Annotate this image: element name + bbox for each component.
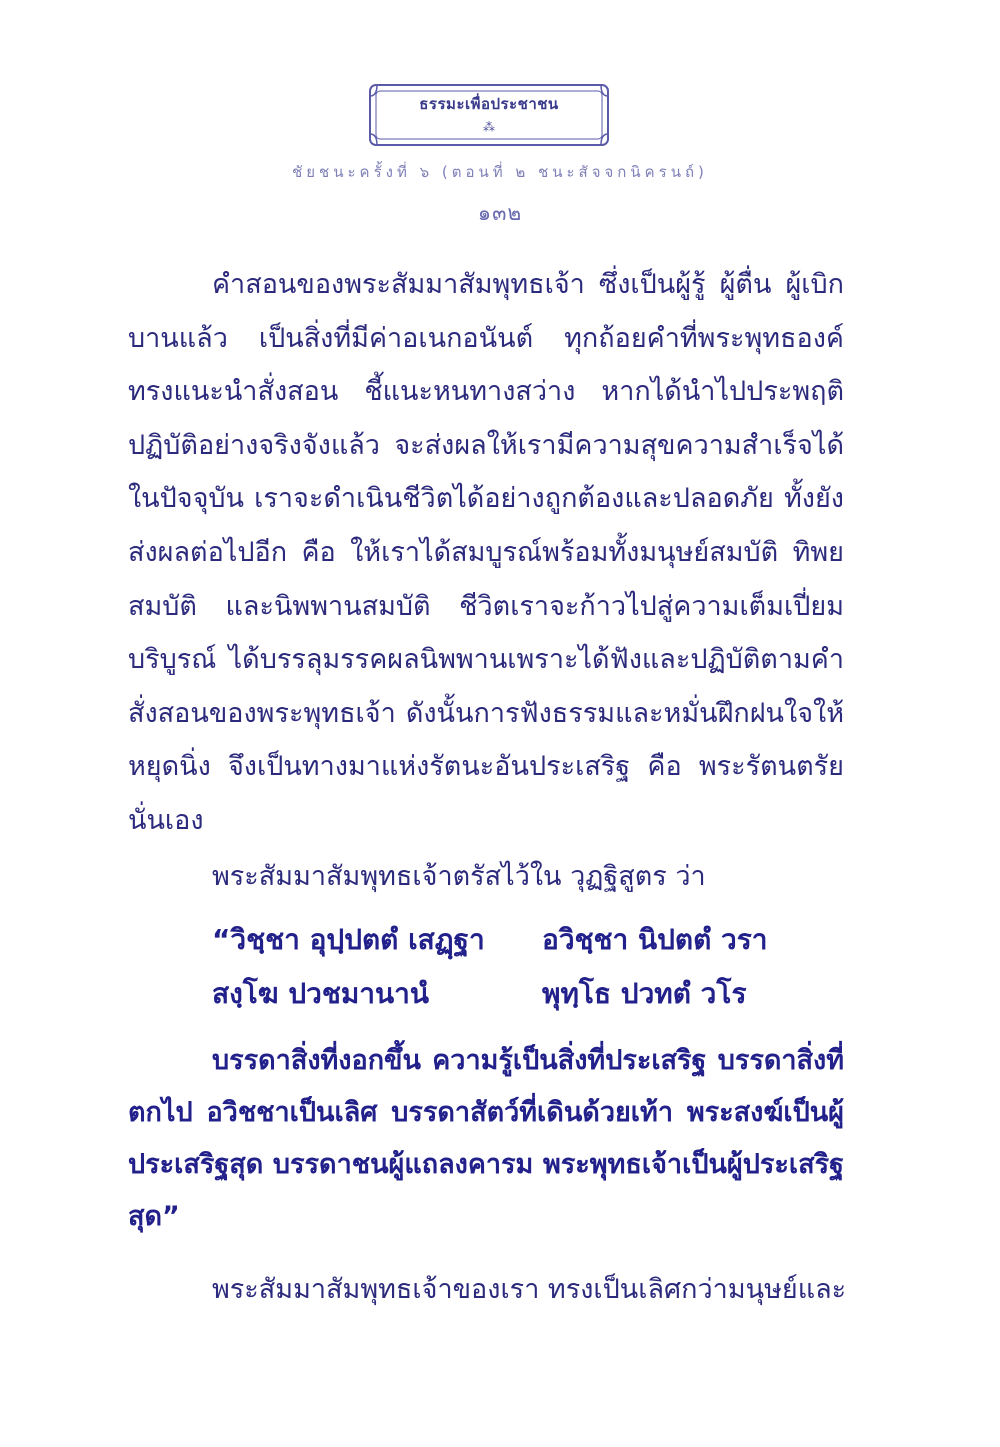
verse-line-1-right: อวิชฺชา นิปตตํ วรา: [542, 923, 768, 956]
verse-line-2-right: พุทฺโธ ปวทตํ วโร: [542, 977, 747, 1010]
verse-line-1-left: “วิชฺชา อุปฺปตตํ เสฏฺฐา: [212, 923, 485, 956]
page-number: ๑๓๒: [477, 201, 523, 225]
quote-intro: พระสัมมาสัมพุทธเจ้าตรัสไว้ใน วุฏฐิสูตร ว่า: [212, 861, 706, 892]
closing-sentence: พระสัมมาสัมพุทธเจ้าของเรา ทรงเป็นเลิศกว่ามนุษย์และ: [212, 1274, 847, 1305]
verse-translation: บรรดาสิ่งที่งอกขึ้น ความรู้เป็นสิ่งที่ประเสริฐ บรรดาสิ่งที่ตกไป อวิชชาเป็นเลิศ บรรดาสัตว์ที่เดินด้วยเท้า พระสงฆ์เป็นผู้ประเสริฐสุด บรรดาชนผู้แถลงคารม พระพุทธเจ้าเป็นผู้ประเสริฐสุด”: [128, 1045, 844, 1232]
main-paragraph: คำสอนของพระสัมมาสัมพุทธเจ้า ซึ่งเป็นผู้รู้ ผู้ตื่น ผู้เบิกบานแล้ว เป็นสิ่งที่มีค่าอเนกอนันต์ ทุกถ้อยคำที่พระพุทธองค์ทรงแนะนำสั่งสอน ชี้แนะหนทางสว่าง หากได้นำไปประพฤติปฏิบัติอย่างจริงจังแล้ว จะส่งผลให้เรามีความสุขความสำเร็จได้ในปัจจุบัน เราจะดำเนินชีวิตได้อย่างถูกต้องและปลอดภัย ทั้งยังส่งผลต่อไปอีก คือ ให้เราได้สมบูรณ์พร้อมทั้งมนุษย์สมบัติ ทิพยสมบัติ และนิพพานสมบัติ ชีวิตเราจะก้าวไปสู่ความเต็มเปี่ยมบริบูรณ์ ได้บรรลุมรรคผลนิพพานเพราะได้ฟังและปฏิบัติตามคำสั่งสอนของพระพุทธเจ้า ดังนั้นการฟังธรรมและหมั่นฝึกฝนใจให้หยุดนิ่ง จึงเป็นทางมาแห่งรัตนะอันประเสริฐ คือ พระรัตนตรัยนั่นเอง: [128, 269, 844, 836]
ornament-icon: ⁂: [483, 120, 495, 134]
logo-title: ธรรมะเพื่อประชาชน: [419, 95, 559, 113]
book-logo: [367, 82, 611, 148]
chapter-subtitle: ชัยชนะครั้งที่ ๖ (ตอนที่ ๒ ชนะสัจจกนิครนถ์): [292, 163, 708, 181]
verse-line-2-left: สงฺโฆ ปวชมานานํ: [212, 977, 430, 1010]
